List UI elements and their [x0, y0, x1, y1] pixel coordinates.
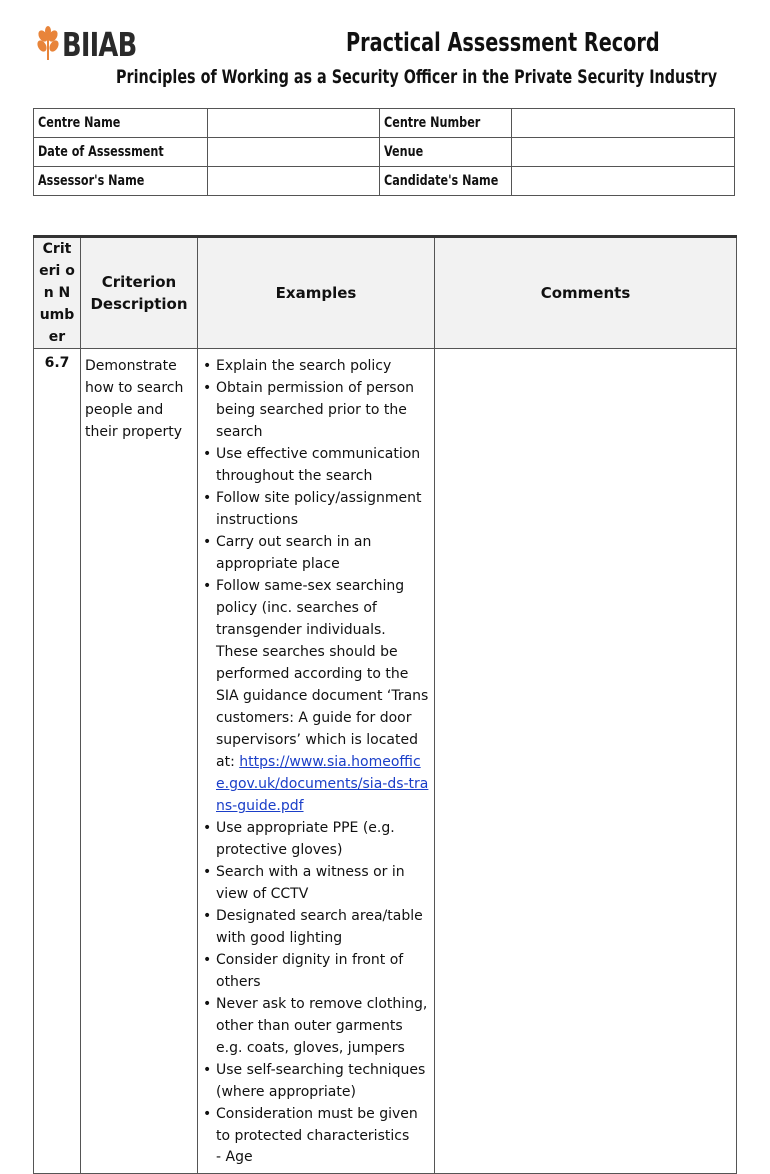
- logo-text: BIIAB: [62, 24, 137, 64]
- centre-number-field[interactable]: [512, 109, 735, 138]
- date-of-assessment-field[interactable]: [208, 138, 380, 167]
- example-item: • Use effective communication throughout the search: [202, 443, 430, 487]
- examples-list: [202, 355, 430, 1147]
- page-subtitle: Principles of Working as a Security Officer in the Private Security Industry: [116, 66, 718, 88]
- biiab-logo: [36, 24, 157, 64]
- example-item: • Never ask to remove clothing, other than outer garments e.g. coats, gloves, jumpers: [202, 993, 430, 1059]
- examples-header: Examples: [198, 237, 435, 349]
- example-item: • Obtain permission of person being searched prior to the search: [202, 377, 430, 443]
- examples-cell: [198, 349, 435, 1174]
- criterion-description-header: Criterion Description: [81, 237, 198, 349]
- example-item: • Consider dignity in front of others: [202, 949, 430, 993]
- example-item: • Use self-searching techniques (where appropriate): [202, 1059, 430, 1103]
- example-item: • Search with a witness or in view of CCTV: [202, 861, 430, 905]
- wheat-icon: [36, 26, 60, 62]
- example-item: • Consideration must be given to protected characteristics: [202, 1103, 430, 1147]
- assessment-info-table: [33, 108, 735, 196]
- candidate-name-field[interactable]: [512, 167, 735, 196]
- candidate-name-label: Candidate's Name: [380, 167, 512, 196]
- comments-header: Comments: [435, 237, 737, 349]
- assessor-name-field[interactable]: [208, 167, 380, 196]
- criterion-description: Demonstrate how to search people and their property: [81, 349, 198, 1174]
- example-item: • Explain the search policy: [202, 355, 430, 377]
- criteria-header-row: [34, 237, 737, 349]
- venue-field[interactable]: [512, 138, 735, 167]
- assessor-name-label: Assessor's Name: [34, 167, 208, 196]
- sia-guide-link[interactable]: https://www.sia.homeoffice.gov.uk/documents/sia-ds-trans-guide.pdf: [216, 754, 429, 814]
- example-item: • Carry out search in an appropriate place: [202, 531, 430, 575]
- criterion-number-header: Criteri on Numb er: [34, 237, 81, 349]
- example-item: • Follow same-sex searching policy (inc. searches of transgender individuals. These searches should be performed according to the SIA guidance document ‘Trans customers: A guide for door supervisors’ which is located at: https://www.sia.homeoffice.gov.uk/documents/sia-ds-trans-guide.pdf: [202, 575, 430, 817]
- criterion-row: [34, 349, 737, 1174]
- page-title: Practical Assessment Record: [346, 28, 660, 58]
- centre-number-label: Centre Number: [380, 109, 512, 138]
- example-item: • Follow site policy/assignment instructions: [202, 487, 430, 531]
- criterion-number: 6.7: [34, 349, 81, 1174]
- example-item: • Use appropriate PPE (e.g. protective gloves): [202, 817, 430, 861]
- example-item: • Designated search area/table with good lighting: [202, 905, 430, 949]
- info-row-names: [34, 167, 735, 196]
- centre-name-label: Centre Name: [34, 109, 208, 138]
- venue-label: Venue: [380, 138, 512, 167]
- info-row-centre: [34, 109, 735, 138]
- comments-cell[interactable]: [435, 349, 737, 1174]
- criteria-table: [33, 235, 737, 1174]
- examples-sub-item: - Age: [216, 1149, 253, 1165]
- info-row-date: [34, 138, 735, 167]
- centre-name-field[interactable]: [208, 109, 380, 138]
- date-of-assessment-label: Date of Assessment: [34, 138, 208, 167]
